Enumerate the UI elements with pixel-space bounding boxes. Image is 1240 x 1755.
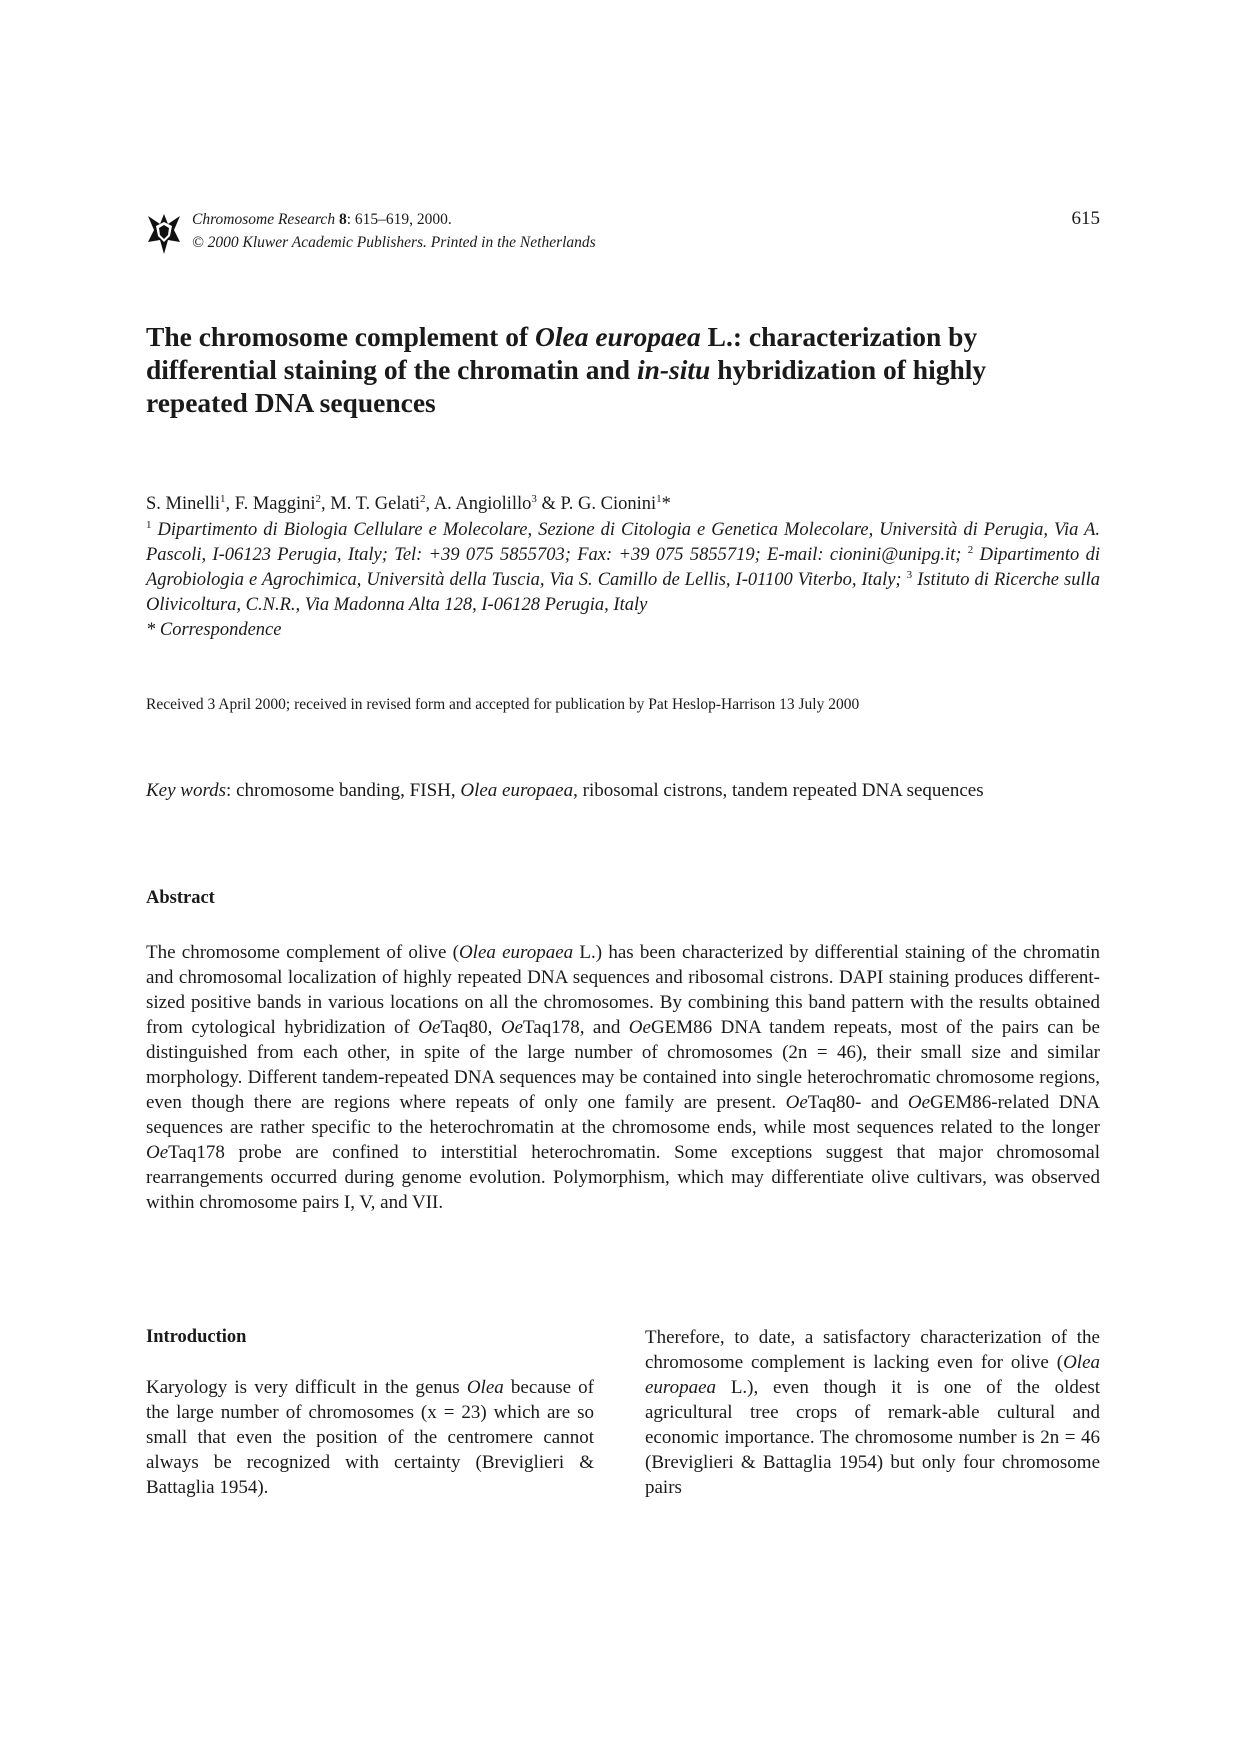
publisher-logo-icon <box>146 212 182 256</box>
received-dates: Received 3 April 2000; received in revised form and accepted for publication by Pat Heslop-Harrison 13 July 2000 <box>146 696 860 713</box>
page-number: 615 <box>1071 208 1100 229</box>
introduction-heading: Introduction <box>146 1327 247 1347</box>
author-list: S. Minelli$^1$, F. Maggini$^2$, M. T. Gelati$^2$, A. Angiolillo$^3$ & P. G. Cionini$^1$* <box>146 492 671 514</box>
journal-volume: 8 <box>338 211 347 228</box>
article-title: The chromosome complement of Olea europaea L.: characterization by differential staining of the chromatin and in-situ hybridization of highly repeated DNA sequences <box>146 321 987 418</box>
journal-header <box>146 208 1100 260</box>
journal-line-1: Chromosome Research 8: 615–619, 2000. <box>192 211 452 228</box>
journal-citation <box>192 208 596 254</box>
keywords-label: Key words <box>146 780 227 801</box>
keywords: Key words: chromosome banding, FISH, Olea europaea, ribosomal cistrons, tandem repeated DNA sequences <box>146 780 984 801</box>
journal-line-2: © 2000 Kluwer Academic Publishers. Printed in the Netherlands <box>192 234 596 251</box>
abstract-heading: Abstract <box>146 888 215 908</box>
affiliations: $^1$ Dipartimento di Biologia Cellulare e Molecolare, Sezione di Citologia e Genetica Molecolare, Università di Perugia, Via A. Pascoli, I-06123 Perugia, Italy; Tel: +39 075 5855703; Fax: +39 075 5855719; E-mail: cionini@unipg.it; $^2$ Dipartimento di Agrobiologia e Agrochimica, Università della Tuscia, Via S. Camillo de Lellis, I-01100 Viterbo, Italy; $^3$ Istituto di Ricerche sulla Olivicoltura, C.N.R., Via Madonna Alta 128, I-06128 Perugia, Italy * Correspondence <box>146 518 1100 640</box>
body-column-right <box>645 1325 1100 1500</box>
body-column-left <box>146 1325 594 1500</box>
abstract-text: The chromosome complement of olive (Olea europaea L.) has been characterized by differential staining of the chromatin and chromosomal localization of highly repeated DNA sequences and ribosomal cistrons. DAPI staining produces different-sized positive bands in various locations on all the chromosomes. By combining this band pattern with the results obtained from cytological hybridization of OeTaq80, OeTaq178, and OeGEM86 DNA tandem repeats, most of the pairs can be distinguished from each other, in spite of the large number of chromosomes (2n = 46), their small size and similar morphology. Different tandem-repeated DNA sequences may be contained into single heterochromatic chromosome regions, even though there are regions where repeats of only one family are present. OeTaq80- and OeGEM86-related DNA sequences are rather specific to the heterochromatin at the chromosome ends, while most sequences related to the longer OeTaq178 probe are confined to interstitial heterochromatin. Some exceptions suggest that major chromosomal rearrangements occurred during genome evolution. Polymorphism, which may differentiate olive cultivars, was observed within chromosome pairs I, V, and VII. <box>146 942 1100 1213</box>
correspondence-note: * Correspondence <box>146 620 282 640</box>
introduction-paragraph-1: Karyology is very difficult in the genus Olea because of the large number of chromosomes (x = 23) which are so small that even the position of the centromere cannot always be recognized with certainty (Breviglieri & Battaglia 1954). <box>146 1377 594 1498</box>
introduction-paragraph-2: Therefore, to date, a satisfactory characterization of the chromosome complement is lacking even for olive (Olea europaea L.), even though it is one of the oldest agricultural tree crops of remark-able cultural and economic importance. The chromosome number is 2n = 46 (Breviglieri & Battaglia 1954) but only four chromosome pairs <box>645 1327 1100 1498</box>
